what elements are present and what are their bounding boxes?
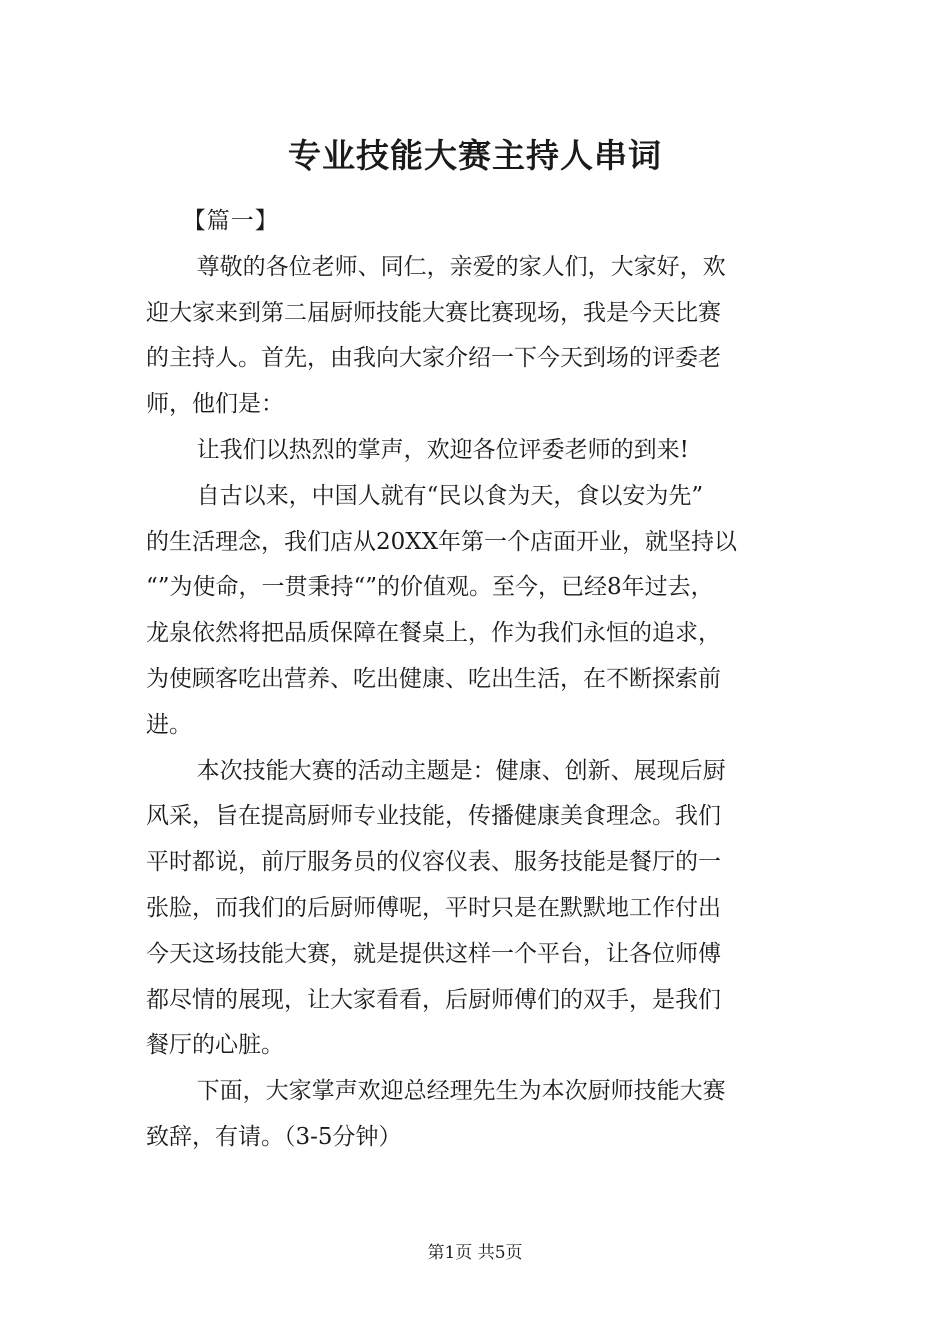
paragraph-line: 师，他们是： bbox=[146, 391, 284, 418]
paragraph bbox=[146, 749, 806, 1070]
paragraph-line: 让我们以热烈的掌声，欢迎各位评委老师的到来! bbox=[196, 436, 689, 463]
paragraph-line: 餐厅的心脏。 bbox=[146, 1032, 284, 1059]
paragraph-line: 尊敬的各位老师、同仁，亲爱的家人们，大家好，欢 bbox=[196, 253, 726, 280]
paragraph-line: 进。 bbox=[146, 711, 192, 738]
paragraph-line: 今天这场技能大赛，就是提供这样一个平台，让各位师傅 bbox=[146, 940, 721, 967]
paragraph-line: “”为使命，一贯秉持“”的价值观。至今，已经8年过去， bbox=[146, 574, 714, 601]
paragraph bbox=[146, 474, 806, 749]
page-indicator: 第1页 共5页 bbox=[427, 1243, 523, 1263]
paragraph-line: 龙泉依然将把品质保障在餐桌上，作为我们永恒的追求， bbox=[146, 620, 721, 647]
paragraph-line: 为使顾客吃出营养、吃出健康、吃出生活，在不断探索前 bbox=[146, 665, 721, 692]
paragraph-line: 都尽情的展现，让大家看看，后厨师傅们的双手，是我们 bbox=[146, 986, 721, 1013]
paragraph-line: 本次技能大赛的活动主题是：健康、创新、展现后厨 bbox=[196, 757, 726, 784]
paragraph-line: 的主持人。首先，由我向大家介绍一下今天到场的评委老 bbox=[146, 345, 721, 372]
paragraph-line: 自古以来，中国人就有“民以食为天，食以安为先” bbox=[196, 482, 704, 509]
paragraph bbox=[146, 1069, 806, 1161]
paragraph-line: 下面，大家掌声欢迎总经理先生为本次厨师技能大赛 bbox=[196, 1078, 726, 1105]
section-label: 【篇一】 bbox=[182, 208, 279, 234]
paragraph-line: 致辞，有请。（3-5分钟） bbox=[146, 1123, 402, 1150]
paragraph bbox=[146, 245, 806, 428]
paragraph-line: 张脸，而我们的后厨师傅呢，平时只是在默默地工作付出 bbox=[146, 894, 721, 921]
paragraph-line: 迎大家来到第二届厨师技能大赛比赛现场，我是今天比赛 bbox=[146, 299, 721, 326]
document-title: 专业技能大赛主持人串词 bbox=[288, 136, 662, 175]
document-body bbox=[146, 199, 806, 1161]
paragraph-line: 平时都说，前厅服务员的仪容仪表、服务技能是餐厅的一 bbox=[146, 849, 721, 876]
paragraph-line: 风采，旨在提高厨师专业技能，传播健康美食理念。我们 bbox=[146, 803, 721, 830]
paragraph bbox=[146, 428, 806, 474]
paragraph-line: 的生活理念，我们店从20XX年第一个店面开业，就坚持以 bbox=[146, 528, 738, 555]
